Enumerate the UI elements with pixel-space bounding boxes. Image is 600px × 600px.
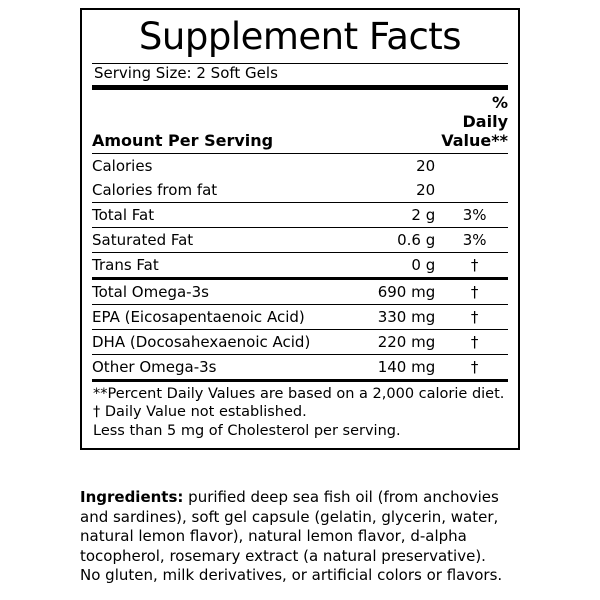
row-amount: 330 mg [349, 304, 441, 329]
footnote-daily-value-basis: **Percent Daily Values are based on a 2,000 calorie diet. [93, 385, 505, 402]
row-name: Other Omega-3s [92, 354, 349, 379]
header-daily-value: % Daily Value** [441, 92, 508, 150]
row-amount: 2 g [349, 202, 441, 227]
table-row [92, 354, 508, 379]
footnotes [93, 385, 508, 441]
header-spacer [349, 90, 441, 154]
row-name: Total Omega-3s [92, 278, 349, 304]
page-title: Supplement Facts [138, 15, 462, 58]
row-daily-value [441, 153, 508, 178]
ingredients-label: Ingredients: [80, 488, 184, 506]
row-daily-value: † [441, 278, 508, 304]
table-row [92, 202, 508, 227]
table-row [92, 329, 508, 354]
row-name: Calories [92, 153, 349, 178]
row-name: DHA (Docosahexaenoic Acid) [92, 329, 349, 354]
row-daily-value: † [441, 304, 508, 329]
ingredients-text: purified deep sea fish oil (from anchovies and sardines), soft gel capsule (gelatin, glycerin, water, natural lemon flavor), natural lemon flavor, d-alpha tocopherol, rosemary extract (a natural preservative). [80, 488, 499, 565]
row-daily-value: 3% [441, 202, 508, 227]
table-row [92, 252, 508, 278]
row-amount: 0 g [349, 252, 441, 278]
serving-size: Serving Size: 2 Soft Gels [94, 63, 278, 82]
row-amount: 690 mg [349, 278, 441, 304]
allergen-note: No gluten, milk derivatives, or artificial colors or flavors. [80, 566, 503, 584]
ingredients-section [80, 488, 522, 586]
row-daily-value: † [441, 354, 508, 379]
row-name: Trans Fat [92, 252, 349, 278]
row-name: Calories from fat [92, 180, 218, 199]
ingredients-paragraph [80, 488, 522, 566]
table-row [92, 227, 508, 252]
row-amount: 20 [416, 180, 436, 199]
table-row [92, 178, 508, 203]
row-name: EPA (Eicosapentaenoic Acid) [92, 304, 349, 329]
table-header-row [92, 90, 508, 154]
row-daily-value: 3% [441, 227, 508, 252]
supplement-facts-panel [80, 8, 520, 450]
footnote-cholesterol: Less than 5 mg of Cholesterol per serving. [93, 422, 401, 439]
table-row [92, 304, 508, 329]
row-amount: 20 [349, 153, 441, 178]
header-amount-per-serving: Amount Per Serving [92, 130, 274, 150]
row-daily-value: † [441, 252, 508, 278]
table-row [92, 278, 508, 304]
row-name: Total Fat [92, 202, 349, 227]
row-amount: 0.6 g [349, 227, 441, 252]
row-name: Saturated Fat [92, 227, 349, 252]
footnote-divider [92, 379, 508, 382]
footnote-dagger: † Daily Value not established. [93, 404, 307, 421]
row-amount: 140 mg [349, 354, 441, 379]
nutrition-table [92, 90, 508, 379]
row-amount: 220 mg [349, 329, 441, 354]
table-row [92, 153, 508, 178]
row-daily-value [441, 178, 508, 203]
row-daily-value: † [441, 329, 508, 354]
